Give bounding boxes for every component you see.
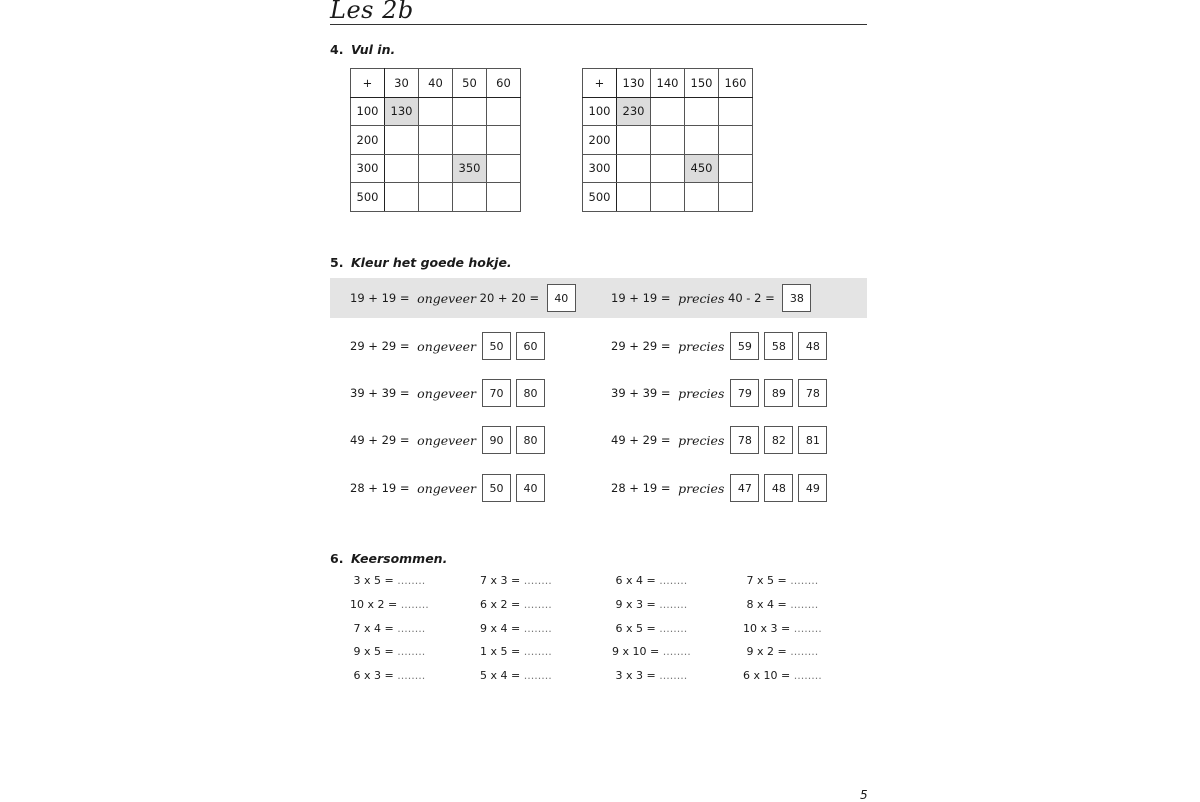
- sum-expression: 39 + 39 =: [611, 386, 675, 400]
- table-answer-cell[interactable]: [617, 126, 651, 155]
- qualifier-word: precies: [678, 432, 725, 448]
- table-answer-cell[interactable]: [719, 154, 753, 183]
- page-number: 5: [860, 788, 868, 802]
- multiplication-item: [480, 645, 552, 658]
- multiplication-question: 9 x 5 =: [350, 645, 398, 658]
- table-header-cell: 500: [583, 183, 617, 212]
- table-answer-cell[interactable]: [453, 97, 487, 126]
- table-header-cell: +: [351, 69, 385, 98]
- exercise-6-heading: [330, 551, 447, 566]
- addition-table-1: [350, 68, 521, 212]
- estimate-row: [350, 331, 550, 361]
- qualifier-word: ongeveer: [417, 338, 476, 354]
- multiplication-question: 3 x 5 =: [350, 574, 398, 587]
- table-header-cell: 150: [685, 69, 719, 98]
- answer-blank[interactable]: ........: [659, 669, 688, 682]
- multiplication-question: 10 x 2 =: [350, 598, 401, 611]
- table-answer-cell[interactable]: [719, 126, 753, 155]
- multiplication-question: 6 x 2 =: [480, 598, 524, 611]
- table-answer-cell[interactable]: [453, 183, 487, 212]
- multiplication-question: 6 x 10 =: [743, 669, 794, 682]
- answer-option-box[interactable]: 47: [730, 474, 759, 502]
- table-header-cell: 100: [351, 97, 385, 126]
- answer-blank[interactable]: ........: [793, 669, 822, 682]
- multiplication-question: 9 x 10 =: [612, 645, 663, 658]
- table-answer-cell[interactable]: [651, 97, 685, 126]
- answer-option-box[interactable]: 50: [482, 474, 511, 502]
- page-title: Les 2b: [330, 0, 414, 24]
- table-answer-cell[interactable]: [419, 183, 453, 212]
- answer-blank[interactable]: ........: [523, 645, 552, 658]
- sum-expression: 19 + 19 =: [611, 291, 675, 305]
- answer-blank[interactable]: ........: [523, 669, 552, 682]
- answer-blank[interactable]: ........: [397, 574, 426, 587]
- table-answer-cell[interactable]: [487, 126, 521, 155]
- sum-expression: 29 + 29 =: [350, 339, 414, 353]
- table-answer-cell[interactable]: [685, 97, 719, 126]
- multiplication-question: 9 x 4 =: [480, 622, 524, 635]
- multiplication-item: [612, 598, 687, 611]
- multiplication-item: [480, 574, 552, 587]
- table-header-cell: 300: [583, 154, 617, 183]
- qualifier-word: precies: [678, 385, 725, 401]
- multiplication-question: 7 x 4 =: [350, 622, 398, 635]
- exercise-4-label: Vul in.: [351, 42, 396, 57]
- table-header-cell: 60: [487, 69, 521, 98]
- answer-option-box[interactable]: 80: [516, 426, 545, 454]
- answer-blank[interactable]: ........: [659, 598, 688, 611]
- title-divider: [330, 24, 867, 25]
- qualifier-word: ongeveer: [417, 290, 476, 306]
- multiplication-question: 8 x 4 =: [743, 598, 791, 611]
- answer-blank[interactable]: ........: [790, 574, 819, 587]
- multiplication-item: [743, 598, 818, 611]
- estimate-row: [611, 283, 816, 313]
- table-answer-cell[interactable]: [419, 97, 453, 126]
- table-answer-cell[interactable]: 130: [385, 97, 419, 126]
- table-header-cell: 200: [583, 126, 617, 155]
- table-header-cell: 130: [617, 69, 651, 98]
- multiplication-item: [612, 574, 687, 587]
- table-row: [583, 154, 753, 183]
- answer-option-box[interactable]: 78: [730, 426, 759, 454]
- table-row: [583, 97, 753, 126]
- exercise-6-label: Keersommen.: [351, 551, 448, 566]
- answer-option-box[interactable]: 78: [798, 379, 827, 407]
- table-answer-cell[interactable]: 230: [617, 97, 651, 126]
- multiplication-question: 7 x 3 =: [480, 574, 524, 587]
- estimate-row: [350, 473, 550, 503]
- multiplication-item: [743, 574, 818, 587]
- answer-option-box[interactable]: 40: [516, 474, 545, 502]
- table-answer-cell[interactable]: [651, 126, 685, 155]
- hint-expression: 40 - 2 =: [724, 291, 779, 305]
- qualifier-word: ongeveer: [417, 432, 476, 448]
- answer-option-box[interactable]: 80: [516, 379, 545, 407]
- answer-option-box[interactable]: 40: [547, 284, 576, 312]
- table-row: [351, 69, 521, 98]
- table-answer-cell[interactable]: [419, 154, 453, 183]
- answer-blank[interactable]: ........: [793, 622, 822, 635]
- multiplication-question: 1 x 5 =: [480, 645, 524, 658]
- exercise-5-number: 5.: [330, 255, 344, 270]
- table-header-cell: 200: [351, 126, 385, 155]
- multiplication-item: [612, 622, 687, 635]
- sum-expression: 28 + 19 =: [611, 481, 675, 495]
- table-row: [351, 97, 521, 126]
- exercise-4-heading: [330, 42, 395, 57]
- multiplication-item: [743, 622, 822, 635]
- table-answer-cell[interactable]: [419, 126, 453, 155]
- answer-option-box[interactable]: 58: [764, 332, 793, 360]
- answer-blank[interactable]: ........: [397, 622, 426, 635]
- table-header-cell: +: [583, 69, 617, 98]
- qualifier-word: precies: [678, 290, 725, 306]
- answer-option-box[interactable]: 48: [764, 474, 793, 502]
- table-answer-cell[interactable]: [487, 154, 521, 183]
- multiplication-question: 9 x 2 =: [743, 645, 791, 658]
- qualifier-word: ongeveer: [417, 385, 476, 401]
- estimate-row: [611, 473, 832, 503]
- table-header-cell: 160: [719, 69, 753, 98]
- answer-option-box[interactable]: 48: [798, 332, 827, 360]
- table-row: [351, 126, 521, 155]
- answer-option-box[interactable]: 82: [764, 426, 793, 454]
- addition-table-2: [582, 68, 753, 212]
- table-answer-cell[interactable]: [487, 97, 521, 126]
- sum-expression: 29 + 29 =: [611, 339, 675, 353]
- estimate-row: [611, 331, 832, 361]
- answer-blank[interactable]: ........: [790, 598, 819, 611]
- multiplication-question: 7 x 5 =: [743, 574, 791, 587]
- answer-blank[interactable]: ........: [659, 574, 688, 587]
- table-row: [351, 154, 521, 183]
- table-answer-cell[interactable]: [719, 183, 753, 212]
- answer-blank[interactable]: ........: [523, 574, 552, 587]
- multiplication-item: [612, 669, 687, 682]
- multiplication-question: 5 x 4 =: [480, 669, 524, 682]
- answer-option-box[interactable]: 60: [516, 332, 545, 360]
- qualifier-word: ongeveer: [417, 480, 476, 496]
- multiplication-item: [350, 645, 425, 658]
- answer-option-box[interactable]: 49: [798, 474, 827, 502]
- sum-expression: 39 + 39 =: [350, 386, 414, 400]
- estimate-row: [350, 378, 550, 408]
- answer-blank[interactable]: ........: [790, 645, 819, 658]
- multiplication-item: [350, 574, 425, 587]
- answer-option-box[interactable]: 90: [482, 426, 511, 454]
- estimate-row: [611, 425, 832, 455]
- table-row: [351, 183, 521, 212]
- table-answer-cell[interactable]: [617, 183, 651, 212]
- answer-option-box[interactable]: 70: [482, 379, 511, 407]
- answer-blank[interactable]: ........: [659, 622, 688, 635]
- qualifier-word: precies: [678, 480, 725, 496]
- sum-expression: 49 + 29 =: [350, 433, 414, 447]
- multiplication-item: [612, 645, 691, 658]
- answer-option-box[interactable]: 59: [730, 332, 759, 360]
- multiplication-question: 6 x 4 =: [612, 574, 660, 587]
- estimate-row: [611, 378, 832, 408]
- answer-option-box[interactable]: 50: [482, 332, 511, 360]
- estimate-row: [350, 425, 550, 455]
- table-answer-cell[interactable]: [719, 97, 753, 126]
- table-header-cell: 500: [351, 183, 385, 212]
- multiplication-item: [480, 622, 552, 635]
- exercise-6-number: 6.: [330, 551, 344, 566]
- table-row: [583, 126, 753, 155]
- answer-blank[interactable]: ........: [662, 645, 691, 658]
- multiplication-question: 3 x 3 =: [612, 669, 660, 682]
- multiplication-question: 6 x 3 =: [350, 669, 398, 682]
- answer-blank[interactable]: ........: [397, 645, 426, 658]
- multiplication-item: [350, 598, 429, 611]
- table-answer-cell[interactable]: [685, 126, 719, 155]
- multiplication-item: [350, 669, 425, 682]
- table-answer-cell[interactable]: [385, 126, 419, 155]
- multiplication-question: 9 x 3 =: [612, 598, 660, 611]
- table-header-cell: 300: [351, 154, 385, 183]
- table-answer-cell[interactable]: [385, 154, 419, 183]
- table-answer-cell[interactable]: [385, 183, 419, 212]
- hint-expression: 20 + 20 =: [475, 291, 543, 305]
- answer-option-box[interactable]: 81: [798, 426, 827, 454]
- estimate-row: [350, 283, 581, 313]
- exercise-5-label: Kleur het goede hokje.: [351, 255, 512, 270]
- table-answer-cell[interactable]: [453, 126, 487, 155]
- multiplication-item: [480, 598, 552, 611]
- table-header-cell: 30: [385, 69, 419, 98]
- answer-option-box[interactable]: 89: [764, 379, 793, 407]
- sum-expression: 19 + 19 =: [350, 291, 414, 305]
- multiplication-item: [743, 669, 822, 682]
- table-answer-cell[interactable]: [487, 183, 521, 212]
- answer-blank[interactable]: ........: [400, 598, 429, 611]
- answer-blank[interactable]: ........: [523, 598, 552, 611]
- multiplication-item: [743, 645, 818, 658]
- table-answer-cell[interactable]: [651, 183, 685, 212]
- sum-expression: 28 + 19 =: [350, 481, 414, 495]
- table-row: [583, 69, 753, 98]
- multiplication-question: 10 x 3 =: [743, 622, 794, 635]
- sum-expression: 49 + 29 =: [611, 433, 675, 447]
- table-answer-cell[interactable]: [617, 154, 651, 183]
- table-answer-cell[interactable]: 450: [685, 154, 719, 183]
- table-header-cell: 100: [583, 97, 617, 126]
- table-header-cell: 140: [651, 69, 685, 98]
- exercise-5-heading: [330, 255, 512, 270]
- multiplication-question: 6 x 5 =: [612, 622, 660, 635]
- multiplication-item: [350, 622, 425, 635]
- answer-blank[interactable]: ........: [523, 622, 552, 635]
- table-answer-cell[interactable]: [651, 154, 685, 183]
- answer-option-box[interactable]: 38: [782, 284, 811, 312]
- table-row: [583, 183, 753, 212]
- exercise-4-number: 4.: [330, 42, 344, 57]
- table-answer-cell[interactable]: 350: [453, 154, 487, 183]
- table-header-cell: 40: [419, 69, 453, 98]
- table-answer-cell[interactable]: [685, 183, 719, 212]
- qualifier-word: precies: [678, 338, 725, 354]
- answer-blank[interactable]: ........: [397, 669, 426, 682]
- multiplication-item: [480, 669, 552, 682]
- answer-option-box[interactable]: 79: [730, 379, 759, 407]
- table-header-cell: 50: [453, 69, 487, 98]
